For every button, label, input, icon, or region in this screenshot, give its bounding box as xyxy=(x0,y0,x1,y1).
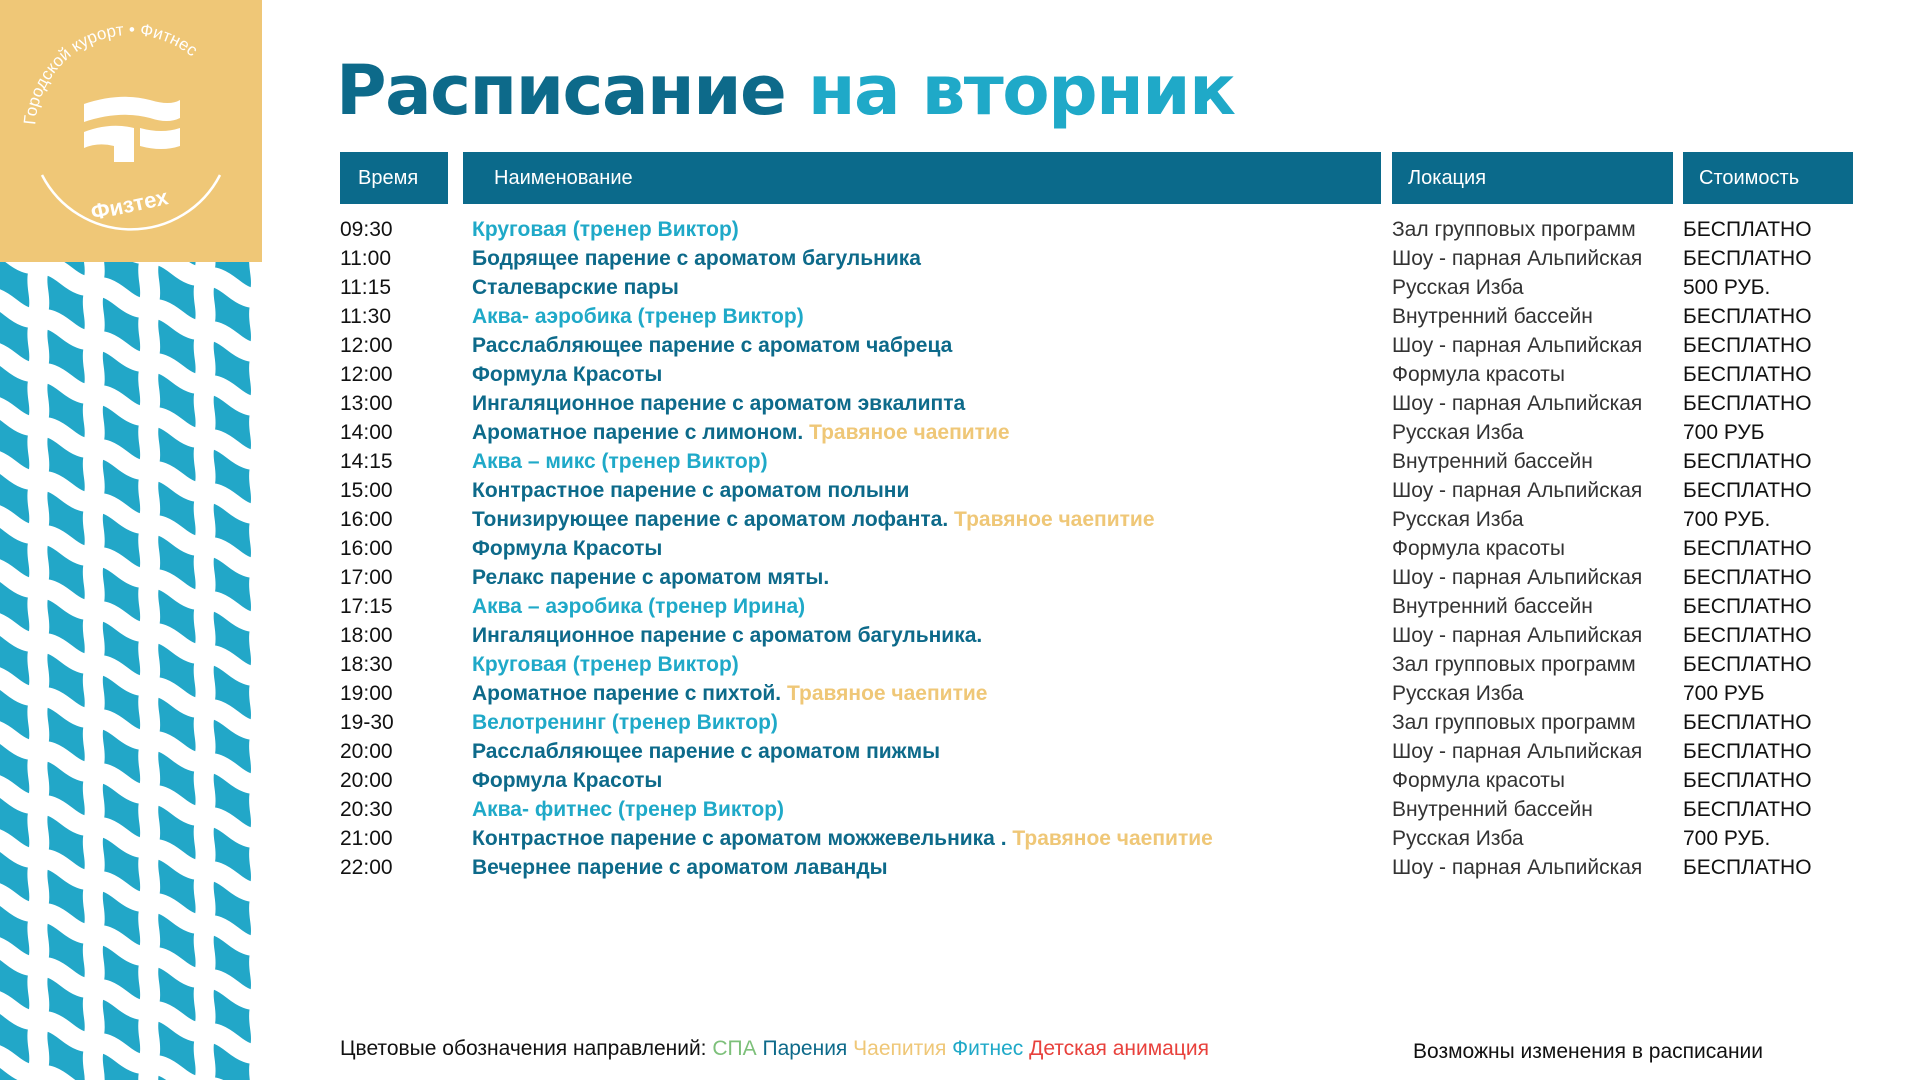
row-activity: Велотренинг (тренер Виктор) xyxy=(472,711,778,734)
row-tea-extra: Травяное чаепитие xyxy=(781,682,988,705)
legend-item: Фитнес xyxy=(946,1037,1024,1060)
row-price: БЕСПЛАТНО xyxy=(1683,711,1812,734)
row-activity: Аква- фитнес (тренер Виктор) xyxy=(472,798,785,821)
row-time: 11:15 xyxy=(340,276,391,299)
row-name xyxy=(472,534,662,563)
row-name xyxy=(472,679,987,708)
row-price: БЕСПЛАТНО xyxy=(1683,363,1812,386)
row-price: БЕСПЛАТНО xyxy=(1683,740,1812,763)
row-time: 19:00 xyxy=(340,682,393,705)
table-row xyxy=(0,302,1920,331)
table-row xyxy=(0,621,1920,650)
row-time: 14:15 xyxy=(340,450,393,473)
header-price xyxy=(1683,152,1853,204)
row-name xyxy=(472,824,1213,853)
table-row xyxy=(0,853,1920,882)
row-activity: Расслабляющее парение с ароматом пижмы xyxy=(472,740,941,763)
table-row xyxy=(0,447,1920,476)
row-time: 11:00 xyxy=(340,247,391,270)
row-price: БЕСПЛАТНО xyxy=(1683,247,1812,270)
row-location: Зал групповых программ xyxy=(1392,218,1636,241)
row-time: 17:15 xyxy=(340,595,393,618)
row-time: 21:00 xyxy=(340,827,393,850)
row-name xyxy=(472,621,982,650)
row-activity: Контрастное парение с ароматом можжевельника . xyxy=(472,827,1007,850)
row-time: 20:00 xyxy=(340,740,393,763)
row-location: Зал групповых программ xyxy=(1392,711,1636,734)
row-price: 700 РУБ xyxy=(1683,682,1765,705)
row-activity: Формула Красоты xyxy=(472,769,663,792)
row-location: Зал групповых программ xyxy=(1392,653,1636,676)
schedule-change-note: Возможны изменения в расписании xyxy=(1413,1040,1764,1063)
row-price: БЕСПЛАТНО xyxy=(1683,450,1812,473)
row-time: 22:00 xyxy=(340,856,393,879)
header-time-label: Время xyxy=(358,166,419,189)
header-location-label: Локация xyxy=(1408,166,1487,189)
table-row xyxy=(0,360,1920,389)
table-row xyxy=(0,679,1920,708)
row-activity: Аква- аэробика (тренер Виктор) xyxy=(472,305,804,328)
color-legend xyxy=(340,1037,1209,1061)
row-activity: Ароматное парение с лимоном. xyxy=(472,421,804,444)
row-name xyxy=(472,389,965,418)
legend-item: СПА xyxy=(712,1037,757,1060)
row-activity: Круговая (тренер Виктор) xyxy=(472,218,739,241)
row-name xyxy=(472,505,1155,534)
table-row xyxy=(0,215,1920,244)
table-row xyxy=(0,389,1920,418)
row-time: 13:00 xyxy=(340,392,393,415)
row-location: Шоу - парная Альпийская xyxy=(1392,624,1643,647)
row-name xyxy=(472,273,679,302)
row-name xyxy=(472,302,804,331)
row-location: Шоу - парная Альпийская xyxy=(1392,247,1643,270)
title-part-1: Расписание xyxy=(336,51,786,131)
row-price: 500 РУБ. xyxy=(1683,276,1771,299)
row-price: БЕСПЛАТНО xyxy=(1683,305,1812,328)
row-price: БЕСПЛАТНО xyxy=(1683,218,1812,241)
row-name xyxy=(472,215,739,244)
table-row xyxy=(0,476,1920,505)
title-part-2: на вторник xyxy=(807,51,1235,131)
row-time: 16:00 xyxy=(340,537,393,560)
row-activity: Ингаляционное парение с ароматом эвкалипта xyxy=(472,392,966,415)
row-price: БЕСПЛАТНО xyxy=(1683,595,1812,618)
legend-item: Чаепития xyxy=(847,1037,947,1060)
row-price: 700 РУБ. xyxy=(1683,508,1771,531)
row-location: Русская Изба xyxy=(1392,508,1524,531)
table-row xyxy=(0,273,1920,302)
row-time: 18:00 xyxy=(340,624,393,647)
row-activity: Аква – аэробика (тренер Ирина) xyxy=(472,595,806,618)
row-location: Русская Изба xyxy=(1392,276,1524,299)
row-name xyxy=(472,708,778,737)
row-time: 20:00 xyxy=(340,769,393,792)
row-price: БЕСПЛАТНО xyxy=(1683,653,1812,676)
row-location: Формула красоты xyxy=(1392,537,1566,560)
row-name xyxy=(472,563,829,592)
row-activity: Вечернее парение с ароматом лаванды xyxy=(472,856,888,879)
row-activity: Круговая (тренер Виктор) xyxy=(472,653,739,676)
table-row xyxy=(0,737,1920,766)
row-time: 15:00 xyxy=(340,479,393,502)
header-location xyxy=(1392,152,1673,204)
row-location: Шоу - парная Альпийская xyxy=(1392,479,1643,502)
row-price: БЕСПЛАТНО xyxy=(1683,334,1812,357)
row-name xyxy=(472,418,1010,447)
row-price: БЕСПЛАТНО xyxy=(1683,856,1812,879)
table-row xyxy=(0,824,1920,853)
row-name xyxy=(472,795,784,824)
row-time: 12:00 xyxy=(340,363,393,386)
row-activity: Релакс парение с ароматом мяты. xyxy=(472,566,830,589)
logo-ring-text: Городской курорт • Фитнес xyxy=(20,19,202,126)
table-row xyxy=(0,563,1920,592)
legend-item: Детская анимация xyxy=(1023,1037,1209,1060)
row-time: 19-30 xyxy=(340,711,394,734)
header-time xyxy=(340,152,448,204)
row-location: Шоу - парная Альпийская xyxy=(1392,856,1643,879)
row-price: 700 РУБ xyxy=(1683,421,1765,444)
row-location: Внутренний бассейн xyxy=(1392,595,1593,618)
table-row xyxy=(0,331,1920,360)
row-name xyxy=(472,853,888,882)
table-row xyxy=(0,534,1920,563)
row-time: 16:00 xyxy=(340,508,393,531)
page-title xyxy=(336,46,1234,136)
table-row xyxy=(0,505,1920,534)
row-location: Шоу - парная Альпийская xyxy=(1392,334,1643,357)
legend-label: Цветовые обозначения направлений: xyxy=(340,1037,707,1060)
row-time: 18:30 xyxy=(340,653,393,676)
row-time: 11:30 xyxy=(340,305,391,328)
table-row xyxy=(0,244,1920,273)
header-name xyxy=(463,152,1381,204)
row-activity: Бодрящее парение с ароматом багульника xyxy=(472,247,921,270)
row-location: Русская Изба xyxy=(1392,421,1524,444)
row-location: Русская Изба xyxy=(1392,682,1524,705)
row-location: Формула красоты xyxy=(1392,769,1566,792)
row-location: Внутренний бассейн xyxy=(1392,798,1593,821)
row-activity: Тонизирующее парение с ароматом лофанта. xyxy=(472,508,949,531)
row-time: 12:00 xyxy=(340,334,393,357)
row-name xyxy=(472,592,805,621)
table-row xyxy=(0,708,1920,737)
row-location: Шоу - парная Альпийская xyxy=(1392,740,1643,763)
row-activity: Формула Красоты xyxy=(472,537,663,560)
row-location: Шоу - парная Альпийская xyxy=(1392,392,1643,415)
row-price: БЕСПЛАТНО xyxy=(1683,798,1812,821)
row-price: БЕСПЛАТНО xyxy=(1683,624,1812,647)
row-name xyxy=(472,650,739,679)
row-name xyxy=(472,244,921,273)
row-name xyxy=(472,447,768,476)
row-location: Внутренний бассейн xyxy=(1392,450,1593,473)
row-tea-extra: Травяное чаепитие xyxy=(803,421,1010,444)
row-name xyxy=(472,476,909,505)
row-activity: Ингаляционное парение с ароматом багульника. xyxy=(472,624,983,647)
row-price: БЕСПЛАТНО xyxy=(1683,392,1812,415)
row-time: 17:00 xyxy=(340,566,393,589)
row-price: БЕСПЛАТНО xyxy=(1683,566,1812,589)
row-activity: Сталеварские пары xyxy=(472,276,679,299)
row-tea-extra: Травяное чаепитие xyxy=(1006,827,1213,850)
row-location: Шоу - парная Альпийская xyxy=(1392,566,1643,589)
table-row xyxy=(0,795,1920,824)
row-price: 700 РУБ. xyxy=(1683,827,1771,850)
header-name-label: Наименование xyxy=(494,166,633,189)
row-price: БЕСПЛАТНО xyxy=(1683,537,1812,560)
row-tea-extra: Травяное чаепитие xyxy=(948,508,1155,531)
table-row xyxy=(0,418,1920,447)
row-name xyxy=(472,737,940,766)
row-activity: Формула Красоты xyxy=(472,363,663,386)
logo-name: Физтех xyxy=(88,184,171,226)
row-price: БЕСПЛАТНО xyxy=(1683,769,1812,792)
table-row xyxy=(0,766,1920,795)
row-name xyxy=(472,360,662,389)
table-row xyxy=(0,592,1920,621)
row-name xyxy=(472,766,662,795)
table-row xyxy=(0,650,1920,679)
row-activity: Аква – микс (тренер Виктор) xyxy=(472,450,768,473)
row-price: БЕСПЛАТНО xyxy=(1683,479,1812,502)
row-activity: Ароматное парение с пихтой. xyxy=(472,682,782,705)
row-time: 20:30 xyxy=(340,798,393,821)
row-name xyxy=(472,331,952,360)
row-activity: Контрастное парение с ароматом полыни xyxy=(472,479,910,502)
header-price-label: Стоимость xyxy=(1699,166,1800,189)
legend-item: Парения xyxy=(756,1037,848,1060)
row-location: Русская Изба xyxy=(1392,827,1524,850)
row-time: 14:00 xyxy=(340,421,393,444)
row-time: 09:30 xyxy=(340,218,393,241)
row-location: Формула красоты xyxy=(1392,363,1566,386)
row-location: Внутренний бассейн xyxy=(1392,305,1593,328)
row-activity: Расслабляющее парение с ароматом чабреца xyxy=(472,334,953,357)
